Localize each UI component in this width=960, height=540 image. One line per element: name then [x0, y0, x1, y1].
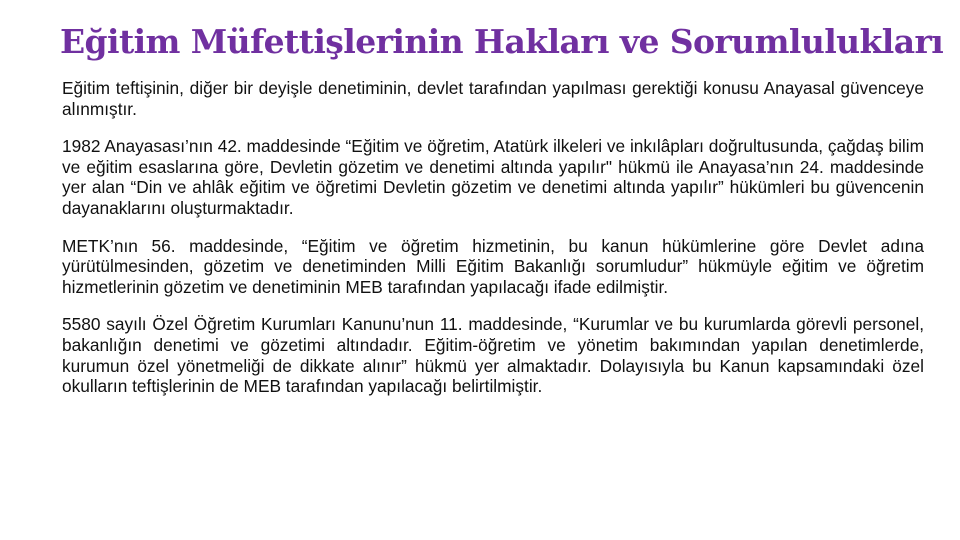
paragraph-constitution-articles: 1982 Anayasası’nın 42. maddesinde “Eğitim ve öğretim, Atatürk ilkeleri ve inkılâpları doğrultusunda, çağdaş bilim ve eğitim esaslarına göre, Devletin gözetim ve denetimi altında yapılır" hükmü ile Anayasa’nın 24. maddesinde yer alan “Din ve ahlâk eğitim ve öğretimi Devletin gözetim ve denetimi altında yapılır” hükümleri bu güvencenin dayanaklarını oluşturmaktadır. [62, 136, 924, 218]
slide-body [62, 78, 924, 414]
paragraph-constitutional-guarantee: Eğitim teftişinin, diğer bir deyişle denetiminin, devlet tarafından yapılması gerektiği konusu Anayasal güvenceye alınmıştır. [62, 78, 924, 119]
paragraph-metk-article: METK’nın 56. maddesinde, “Eğitim ve öğretim hizmetinin, bu kanun hükümlerine göre Devlet adına yürütülmesinden, gözetim ve denetiminden Milli Eğitim Bakanlığı sorumludur” hükmüyle eğitim ve öğretim hizmetlerinin gözetim ve denetiminin MEB tarafından yapılacağı ifade edilmiştir. [62, 235, 924, 297]
paragraph-private-education-law: 5580 sayılı Özel Öğretim Kurumları Kanunu’nun 11. maddesinde, “Kurumlar ve bu kurumlarda görevli personel, bakanlığın denetimi ve gözetimi altındadır. Eğitim-öğretim ve yönetim bakımından yapılan denetimlerde, kurumun özel yönetmeliği de dikkate alınır” hükmü yer almaktadır. Dolayısıyla bu Kanun kapsamındaki özel okulların teftişlerinin de MEB tarafından yapılacağı belirtilmiştir. [62, 314, 924, 397]
slide-title: Eğitim Müfettişlerinin Hakları ve Sorumlulukları [60, 22, 944, 61]
